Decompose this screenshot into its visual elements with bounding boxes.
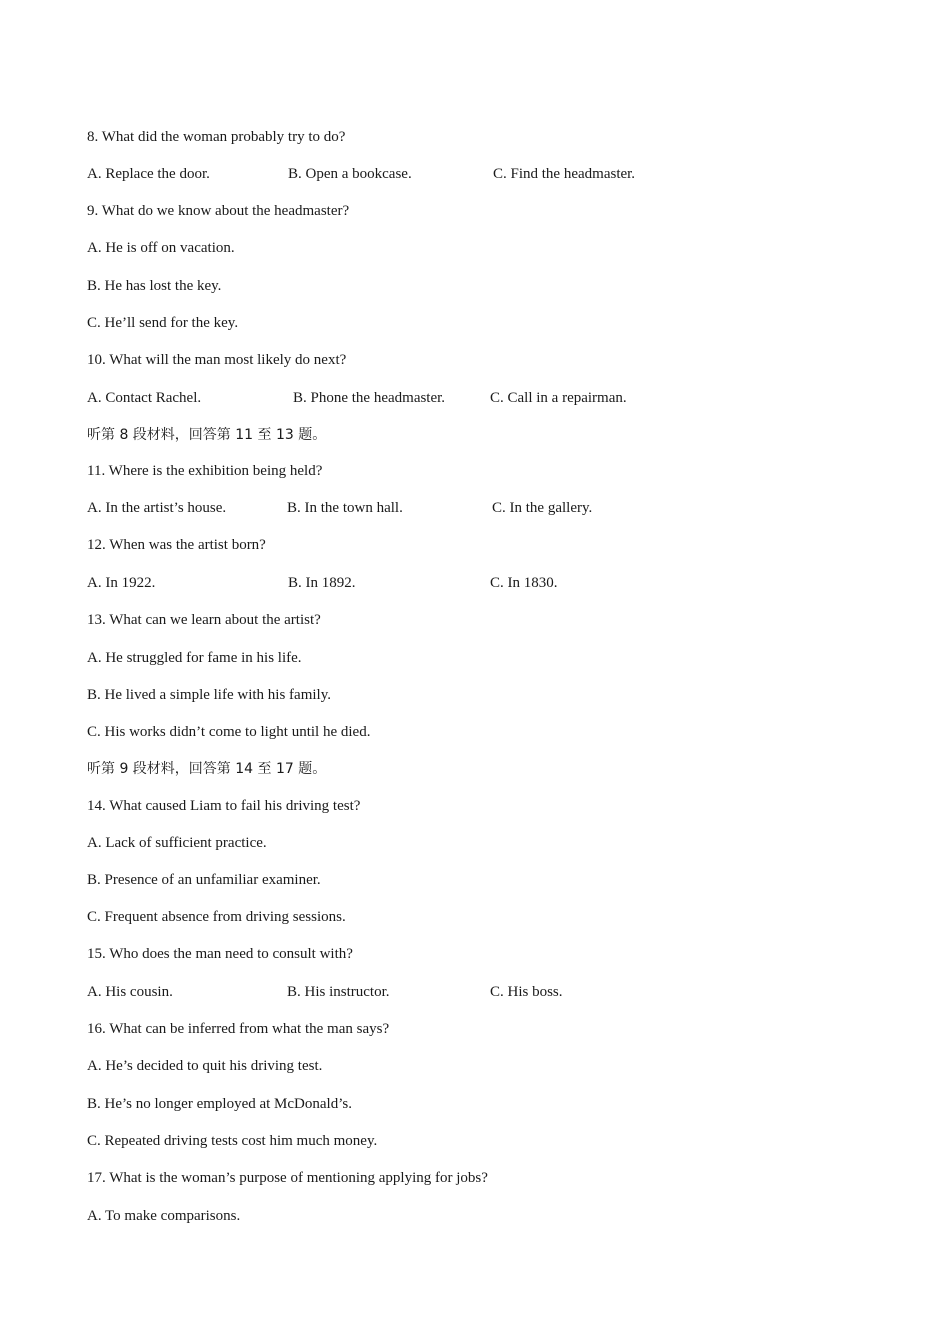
question-16-option-c: C. Repeated driving tests cost him much money. xyxy=(87,1133,378,1149)
question-15-options xyxy=(0,982,950,1002)
question-10-options xyxy=(0,388,950,408)
question-9: 9. What do we know about the headmaster? xyxy=(87,203,350,219)
option-b: B. Open a bookcase. xyxy=(288,166,412,182)
option-a: A. His cousin. xyxy=(87,984,173,1000)
question-9-option-b: B. He has lost the key. xyxy=(87,278,222,294)
option-c: C. In the gallery. xyxy=(492,500,593,516)
question-13: 13. What can we learn about the artist? xyxy=(87,612,321,628)
question-8: 8. What did the woman probably try to do? xyxy=(87,129,346,145)
question-16-option-b: B. He’s no longer employed at McDonald’s. xyxy=(87,1096,352,1112)
question-14-option-a: A. Lack of sufficient practice. xyxy=(87,835,267,851)
question-14-option-b: B. Presence of an unfamiliar examiner. xyxy=(87,872,321,888)
option-c: C. Find the headmaster. xyxy=(493,166,636,182)
option-c: C. Call in a repairman. xyxy=(490,390,627,406)
question-12-options xyxy=(0,573,950,593)
question-17-option-a: A. To make comparisons. xyxy=(87,1208,241,1224)
section-8-instruction: 听第 8 段材料，回答第 11 至 13 题。 xyxy=(87,427,327,443)
question-9-option-a: A. He is off on vacation. xyxy=(87,240,235,256)
question-14-option-c: C. Frequent absence from driving sessions. xyxy=(87,909,346,925)
question-10: 10. What will the man most likely do next? xyxy=(87,352,347,368)
question-13-option-c: C. His works didn’t come to light until he died. xyxy=(87,724,371,740)
option-b: B. His instructor. xyxy=(287,984,390,1000)
question-8-options xyxy=(0,164,950,184)
option-a: A. In 1922. xyxy=(87,575,156,591)
option-b: B. In 1892. xyxy=(288,575,356,591)
question-11: 11. Where is the exhibition being held? xyxy=(87,463,323,479)
question-15: 15. Who does the man need to consult with? xyxy=(87,946,353,962)
option-b: B. In the town hall. xyxy=(287,500,403,516)
option-c: C. In 1830. xyxy=(490,575,558,591)
option-a: A. Replace the door. xyxy=(87,166,210,182)
question-12: 12. When was the artist born? xyxy=(87,537,266,553)
question-14: 14. What caused Liam to fail his driving test? xyxy=(87,798,361,814)
option-a: A. Contact Rachel. xyxy=(87,390,202,406)
question-17: 17. What is the woman’s purpose of mentioning applying for jobs? xyxy=(87,1170,488,1186)
question-13-option-a: A. He struggled for fame in his life. xyxy=(87,650,302,666)
option-c: C. His boss. xyxy=(490,984,563,1000)
question-11-options xyxy=(0,498,950,518)
question-16-option-a: A. He’s decided to quit his driving test. xyxy=(87,1058,323,1074)
question-16: 16. What can be inferred from what the man says? xyxy=(87,1021,390,1037)
question-9-option-c: C. He’ll send for the key. xyxy=(87,315,239,331)
question-13-option-b: B. He lived a simple life with his family. xyxy=(87,687,331,703)
option-a: A. In the artist’s house. xyxy=(87,500,227,516)
section-9-instruction: 听第 9 段材料，回答第 14 至 17 题。 xyxy=(87,761,327,777)
option-b: B. Phone the headmaster. xyxy=(293,390,446,406)
